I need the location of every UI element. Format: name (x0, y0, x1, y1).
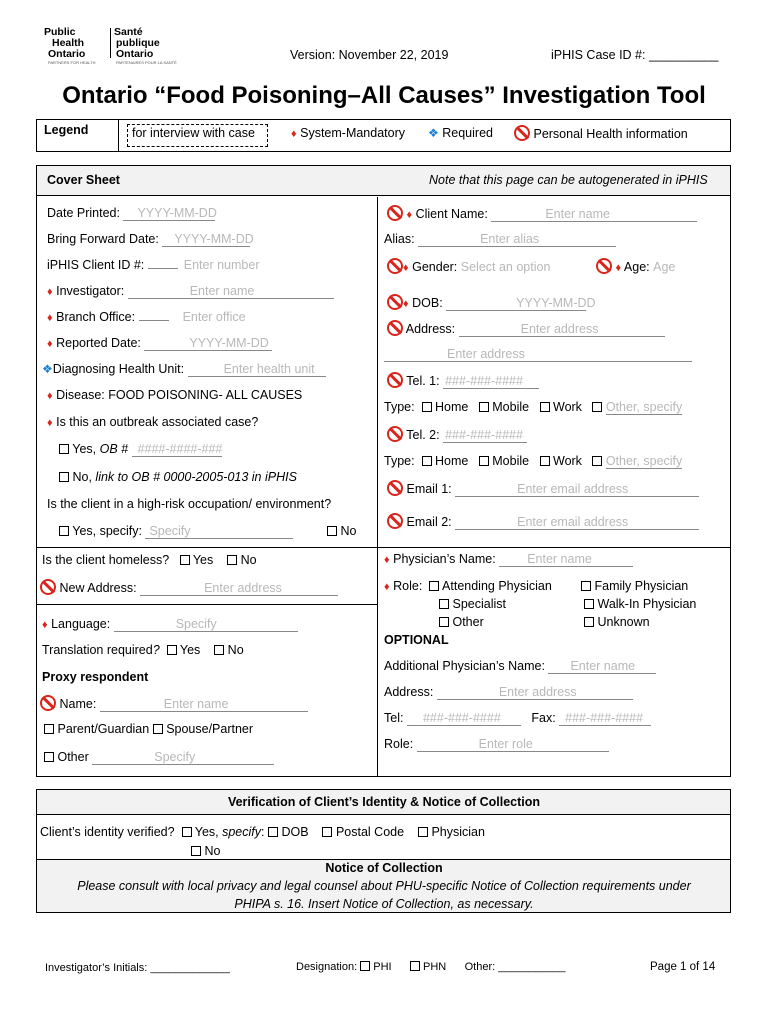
email1-label: Email 1: (406, 482, 452, 496)
investigator-field[interactable]: Enter name (128, 284, 334, 299)
new-address-label: New Address: (59, 581, 137, 595)
phi-checkbox[interactable] (360, 961, 370, 971)
risk-yes-label: Yes, specify: (72, 524, 142, 538)
specialist-row (439, 597, 506, 611)
blue-diamond-icon: ❖ (42, 362, 53, 376)
alias-label: Alias: (384, 232, 415, 246)
age-label: Age: (623, 260, 650, 274)
proxy-other-row (44, 750, 274, 765)
diamond-icon: ♦ (406, 209, 413, 221)
family-row (581, 579, 688, 593)
tel2-home-checkbox[interactable] (422, 456, 432, 466)
translation-yes-label: Yes (179, 643, 201, 657)
investigator-label: Investigator: (56, 284, 125, 298)
proxy-name-field[interactable]: Enter name (100, 697, 308, 712)
legend-required (428, 126, 493, 140)
unknown-checkbox[interactable] (584, 617, 594, 627)
phn-label: PHN (423, 961, 447, 973)
version-text: Version: November 22, 2019 (290, 48, 449, 62)
client-name-label: Client Name: (415, 207, 488, 221)
email2-label: Email 2: (406, 515, 452, 529)
diamond-icon: ♦ (47, 390, 53, 402)
branch-row (47, 310, 246, 324)
email1-row (387, 480, 699, 497)
dob-label: DOB: (412, 296, 443, 310)
diamond-icon: ♦ (47, 417, 53, 429)
designation-label: Designation: (296, 961, 358, 973)
client-name-field[interactable]: Enter name (491, 207, 697, 222)
language-field[interactable]: Specify (114, 617, 298, 632)
tel1-type-row (384, 400, 682, 415)
logo-tag-en: PARTNERS FOR HEALTH (48, 60, 96, 65)
phys-fax-label: Fax: (531, 711, 556, 725)
address2-row (384, 347, 692, 362)
postal-label: Postal Code (335, 825, 405, 839)
gender-label: Gender: (412, 260, 458, 274)
phn-checkbox[interactable] (410, 961, 420, 971)
logo-en-1: Public (44, 26, 76, 38)
no-symbol-icon (387, 320, 403, 336)
designation-row (296, 961, 566, 973)
role-label: Role: (393, 579, 423, 593)
client-id-field[interactable]: Enter number (183, 258, 260, 272)
bring-forward-label: Bring Forward Date: (47, 232, 159, 246)
role-other-label: Other (452, 615, 484, 629)
outbreak-yes-checkbox[interactable] (59, 444, 69, 454)
disease-row (47, 388, 302, 402)
legend-mandatory (291, 126, 405, 140)
risk-no-label: No (340, 524, 357, 538)
investigator-row (47, 284, 334, 299)
outbreak-yes-label: Yes, (72, 442, 100, 456)
language-label: Language: (51, 617, 111, 631)
parent-label: Parent/Guardian (57, 722, 150, 736)
homeless-row (42, 553, 257, 567)
legend-interview-text: for interview with case (132, 126, 255, 140)
reported-row (47, 336, 272, 351)
add-physician-row (384, 659, 656, 674)
date-printed-field[interactable]: YYYY-MM-DD (123, 206, 215, 221)
parent-checkbox[interactable] (44, 724, 54, 734)
page-title: Ontario “Food Poisoning–All Causes” Investigation Tool (62, 82, 706, 109)
logo-en-3: Ontario (48, 48, 86, 60)
disease-text: Disease: FOOD POISONING- ALL CAUSES (56, 388, 303, 402)
new-address-field[interactable]: Enter address (140, 581, 338, 596)
risk-question: Is the client in a high-risk occupation/ environment? (47, 497, 332, 511)
role-other-row (439, 615, 484, 629)
tel2-other-field[interactable]: Other, specify (605, 454, 683, 468)
phys-address-label: Address: (384, 685, 434, 699)
translation-qmark: ? (152, 643, 160, 657)
proxy-other-checkbox[interactable] (44, 752, 54, 762)
tel2-label: Tel. 2: (406, 428, 440, 442)
outbreak-no-checkbox[interactable] (59, 472, 69, 482)
risk-specify-field[interactable]: Specify (145, 524, 293, 539)
walkin-checkbox[interactable] (584, 599, 594, 609)
no-symbol-icon (387, 258, 403, 274)
outbreak-no-label: No, (72, 470, 96, 484)
homeless-no-checkbox[interactable] (227, 555, 237, 565)
tel1-other-checkbox[interactable] (592, 402, 602, 412)
no-symbol-icon (514, 125, 530, 141)
homeless-yes-checkbox[interactable] (180, 555, 190, 565)
logo-divider (110, 28, 111, 58)
diamond-icon: ♦ (403, 298, 409, 310)
no-symbol-icon (387, 513, 403, 529)
logo-fr-1: Santé (114, 26, 143, 38)
no-symbol-icon (40, 695, 56, 711)
logo-fr (114, 27, 160, 60)
physician-field[interactable]: Enter name (499, 552, 633, 567)
postal-checkbox[interactable] (322, 827, 332, 837)
lower-left-divider (36, 604, 377, 605)
physician-verify-checkbox[interactable] (418, 827, 428, 837)
tel1-label: Tel. 1: (406, 374, 440, 388)
physician-label: Physician’s Name: (393, 552, 496, 566)
risk-yes-row (59, 524, 293, 539)
client-id-label: iPHIS Client ID #: (47, 258, 145, 272)
legend-interview-box (127, 124, 268, 147)
email2-field[interactable]: Enter email address (455, 515, 699, 530)
phys-fax-field[interactable]: ###-###-#### (559, 711, 651, 726)
translation-yes-checkbox[interactable] (167, 645, 177, 655)
diamond-icon: ♦ (384, 581, 390, 593)
optional-heading: OPTIONAL (384, 633, 449, 647)
add-physician-field[interactable]: Enter name (548, 659, 656, 674)
attending-checkbox[interactable] (429, 581, 439, 591)
notice-line-2: PHIPA s. 16. Insert Notice of Collection, as necessary. (234, 897, 534, 911)
age-row (596, 258, 675, 274)
investigator-initials[interactable]: Investigator’s Initials: _____________ (45, 962, 230, 974)
unknown-row (584, 615, 650, 629)
no-symbol-icon (387, 205, 403, 221)
risk-yes-checkbox[interactable] (59, 526, 69, 536)
blue-diamond-icon: ❖ (428, 126, 439, 140)
tel1-type-label: Type: (384, 400, 415, 414)
cover-sheet-note: Note that this page can be autogenerated in iPHIS (429, 173, 708, 187)
identity-no-label: No (204, 844, 221, 858)
phys-tel-row (384, 711, 651, 726)
unit-label: Diagnosing Health Unit: (52, 362, 185, 376)
specialist-checkbox[interactable] (439, 599, 449, 609)
alias-row (384, 232, 616, 247)
tel2-mobile-label: Mobile (492, 454, 530, 468)
phys-address-row (384, 685, 633, 700)
tel2-type-row (384, 454, 682, 469)
notice-title: Notice of Collection (325, 861, 443, 875)
tel2-work-checkbox[interactable] (540, 456, 550, 466)
phys-tel-label: Tel: (384, 711, 404, 725)
risk-no-row (327, 524, 356, 538)
footer-other[interactable]: Other: ___________ (464, 961, 566, 973)
translation-no-checkbox[interactable] (214, 645, 224, 655)
attending-label: Attending Physician (442, 579, 552, 593)
outbreak-no-row (59, 470, 297, 484)
branch-label: Branch Office: (56, 310, 136, 324)
identity-specify-label: specify (222, 825, 262, 839)
new-address-row (40, 579, 338, 596)
walkin-label: Walk-In Physician (597, 597, 697, 611)
page-number: Page 1 of 14 (650, 961, 716, 973)
email1-field[interactable]: Enter email address (455, 482, 699, 497)
identity-yes-checkbox[interactable] (182, 827, 192, 837)
tel2-home-label: Home (435, 454, 469, 468)
unit-row (42, 362, 326, 377)
outbreak-yes-row (59, 442, 222, 457)
add-physician-label: Additional Physician’s Name: (384, 659, 545, 673)
dob-checkbox[interactable] (268, 827, 278, 837)
outbreak-link-text: link to OB # 0000-2005-013 in iPHIS (95, 470, 297, 484)
case-id-field[interactable]: iPHIS Case ID #: __________ (551, 48, 719, 62)
tel2-type-label: Type: (384, 454, 415, 468)
phys-tel-field[interactable]: ###-###-#### (407, 711, 521, 726)
proxy-other-label: Other (57, 750, 89, 764)
no-symbol-icon (387, 372, 403, 388)
legend-divider (118, 119, 119, 152)
homeless-question: Is the client homeless? (42, 553, 170, 567)
dob-field[interactable]: YYYY-MM-DD (446, 296, 586, 311)
walkin-row (584, 597, 696, 611)
identity-row (40, 825, 485, 839)
outbreak-question: Is this an outbreak associated case? (56, 415, 259, 429)
tel1-home-checkbox[interactable] (422, 402, 432, 412)
tel1-field[interactable]: ###-###-#### (443, 374, 539, 389)
logo-en (44, 27, 85, 60)
family-label: Family Physician (594, 579, 689, 593)
diamond-icon: ♦ (47, 338, 53, 350)
legend-label: Legend (44, 123, 89, 137)
tel2-work-label: Work (553, 454, 582, 468)
proxy-heading: Proxy respondent (42, 670, 149, 684)
tel1-mobile-checkbox[interactable] (479, 402, 489, 412)
branch-field[interactable]: Enter office (182, 310, 246, 324)
no-symbol-icon (387, 426, 403, 442)
diamond-icon: ♦ (291, 128, 297, 140)
tel1-home-label: Home (435, 400, 469, 414)
proxy-other-field[interactable]: Specify (92, 750, 274, 765)
pho-logo (44, 27, 184, 67)
address2-field[interactable]: Enter address (384, 347, 692, 362)
risk-no-checkbox[interactable] (327, 526, 337, 536)
logo-fr-2: publique (116, 37, 160, 49)
spouse-checkbox[interactable] (153, 724, 163, 734)
legend-required-text: Required (442, 126, 493, 140)
legend-mandatory-text: System-Mandatory (300, 126, 406, 140)
logo-en-2: Health (52, 37, 85, 49)
physician-row (384, 552, 633, 567)
spouse-label: Spouse/Partner (166, 722, 254, 736)
diamond-icon: ♦ (384, 554, 390, 566)
logo-fr-3: Ontario (116, 48, 154, 60)
unknown-label: Unknown (597, 615, 650, 629)
legend-phi (514, 125, 688, 141)
phi-label: PHI (373, 961, 392, 973)
alias-field[interactable]: Enter alias (418, 232, 616, 247)
gender-select[interactable]: Select an option (460, 260, 551, 274)
tel1-mobile-label: Mobile (492, 400, 530, 414)
tel2-mobile-checkbox[interactable] (479, 456, 489, 466)
reported-field[interactable]: YYYY-MM-DD (144, 336, 272, 351)
diamond-icon: ♦ (47, 286, 53, 298)
diamond-icon: ♦ (47, 312, 53, 324)
address-label: Address: (405, 322, 456, 336)
outbreak-ob-field[interactable]: ####-####-### (132, 442, 222, 457)
dob-verify-label: DOB (281, 825, 309, 839)
identity-no-row (191, 844, 220, 858)
unit-field[interactable]: Enter health unit (188, 362, 326, 377)
date-printed-row (47, 206, 215, 221)
physician-verify-label: Physician (431, 825, 485, 839)
tel2-field[interactable]: ###-###-#### (443, 428, 527, 443)
proxy-name-row (40, 695, 308, 712)
gender-row (387, 258, 553, 274)
role-row (384, 579, 552, 593)
cover-mid-divider (36, 547, 731, 548)
specialist-label: Specialist (452, 597, 506, 611)
homeless-yes-label: Yes (192, 553, 214, 567)
family-checkbox[interactable] (581, 581, 591, 591)
tel2-other-checkbox[interactable] (592, 456, 602, 466)
email2-row (387, 513, 699, 530)
diamond-icon: ♦ (403, 262, 409, 274)
translation-row (42, 643, 244, 657)
phys-role-row (384, 737, 609, 752)
outbreak-question-row (47, 415, 258, 429)
cover-column-divider (377, 197, 378, 777)
no-symbol-icon (596, 258, 612, 274)
date-printed-label: Date Printed: (47, 206, 120, 220)
identity-no-checkbox[interactable] (191, 846, 201, 856)
logo-tag-fr: PARTENAIRES POUR LA SANTÉ (116, 60, 177, 65)
address-row (387, 320, 665, 337)
identity-yes-label: Yes, (194, 825, 223, 839)
diamond-icon: ♦ (42, 619, 48, 631)
bring-forward-field[interactable]: YYYY-MM-DD (162, 232, 250, 247)
address-field[interactable]: Enter address (459, 322, 665, 337)
client-id-row (47, 258, 259, 272)
phys-role-label: Role: (384, 737, 414, 751)
tel1-work-checkbox[interactable] (540, 402, 550, 412)
bring-forward-row (47, 232, 254, 247)
verification-title: Verification of Client’s Identity & Notice of Collection (227, 795, 541, 809)
age-field[interactable]: Age (653, 260, 676, 274)
tel1-row (387, 372, 539, 389)
role-other-checkbox[interactable] (439, 617, 449, 627)
cover-sheet-title: Cover Sheet (47, 173, 120, 187)
translation-label: Translation required (42, 643, 153, 657)
client-name-row (387, 205, 697, 222)
tel1-work-label: Work (553, 400, 582, 414)
proxy-name-label: Name: (59, 697, 97, 711)
proxy-relation-row (44, 722, 253, 736)
diamond-icon: ♦ (615, 262, 622, 274)
legend-phi-text: Personal Health information (533, 127, 688, 141)
no-symbol-icon (40, 579, 56, 595)
phys-role-field[interactable]: Enter role (417, 737, 609, 752)
identity-colon: : (261, 825, 265, 839)
tel2-row (387, 426, 527, 443)
phys-address-field[interactable]: Enter address (437, 685, 633, 700)
reported-label: Reported Date: (56, 336, 141, 350)
tel1-other-field[interactable]: Other, specify (605, 400, 683, 414)
outbreak-ob-label: OB # (99, 442, 129, 456)
identity-question: Client’s identity verified? (40, 825, 175, 839)
translation-no-label: No (227, 643, 244, 657)
no-symbol-icon (387, 294, 403, 310)
homeless-no-label: No (240, 553, 257, 567)
no-symbol-icon (387, 480, 403, 496)
notice-line-1: Please consult with local privacy and legal counsel about PHU-specific Notice of Collection requirements under (77, 879, 691, 893)
dob-row (387, 294, 596, 311)
language-row (42, 617, 298, 632)
